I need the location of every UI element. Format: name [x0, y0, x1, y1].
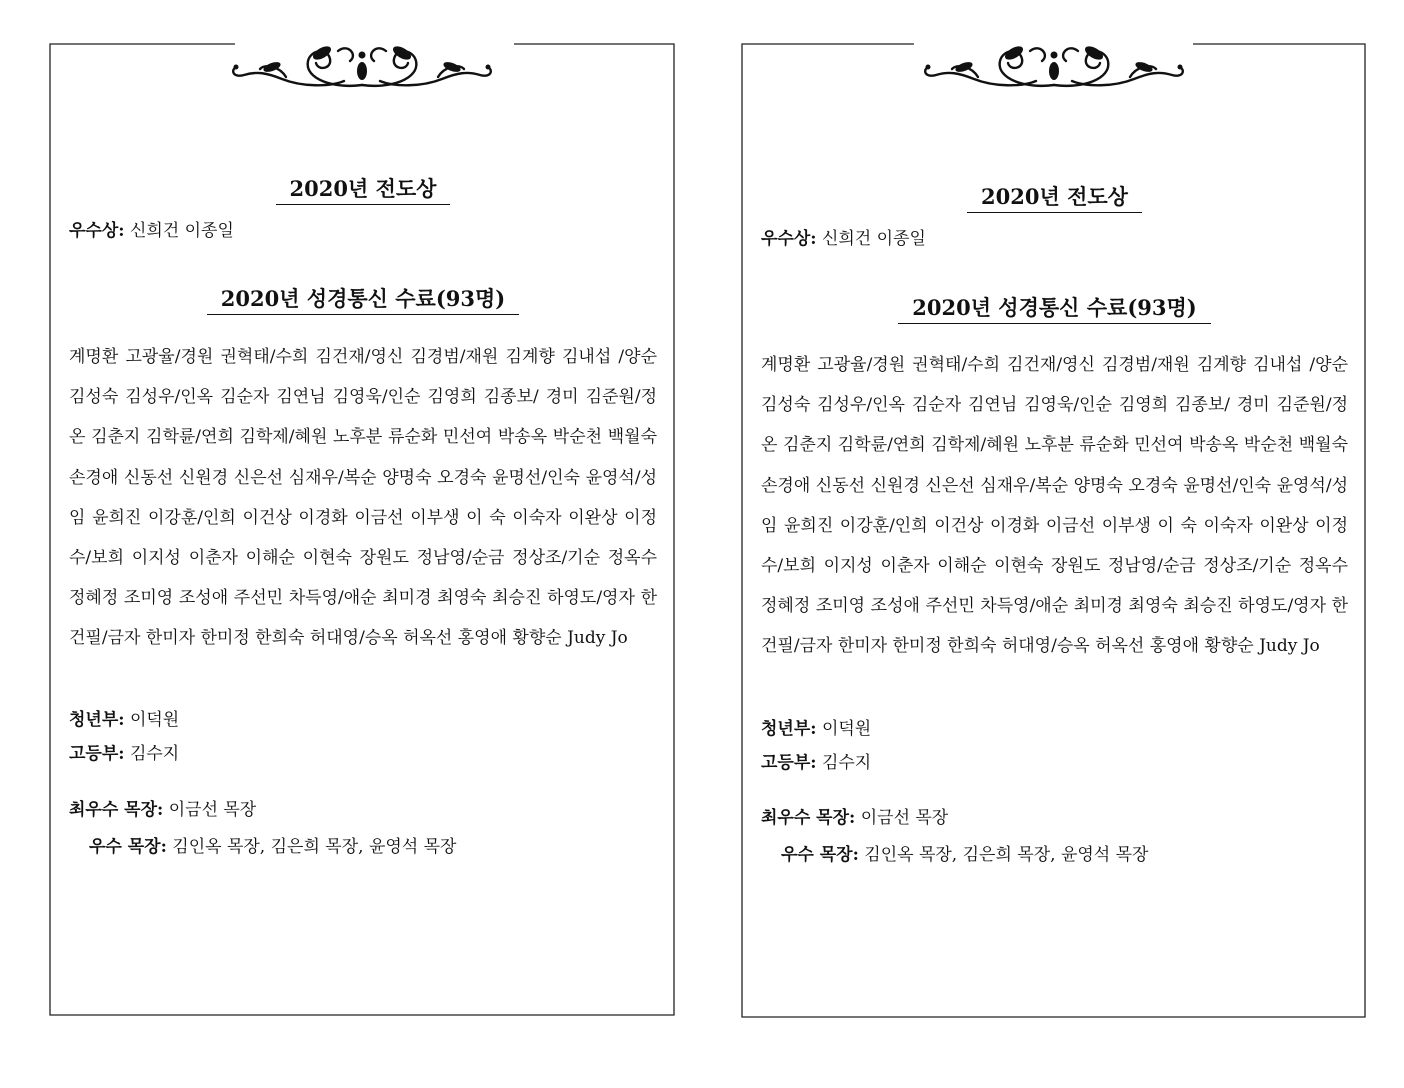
good-leader-value: 김인옥 목장, 김은희 목장, 윤영석 목장: [864, 845, 1149, 865]
best-leader-label: 최우수 목장:: [761, 808, 856, 828]
highschool-label: 고등부:: [761, 753, 817, 773]
excellence-value: 신희건 이종일: [129, 221, 234, 241]
best-leader-label: 최우수 목장:: [69, 800, 164, 820]
excellence-label: 우수상:: [69, 221, 125, 241]
highschool-label: 고등부:: [69, 744, 125, 764]
evangelism-title: 2020년 전도상: [761, 181, 1348, 213]
best-leader: [761, 803, 948, 828]
good-leader-value: 김인옥 목장, 김은희 목장, 윤영석 목장: [172, 837, 457, 857]
youth-value: 이덕원: [821, 719, 872, 739]
highschool-value: 김수지: [129, 744, 180, 764]
page-left: [49, 43, 675, 1016]
graduate-names: 계명환 고광율/경원 권혁태/수희 김건재/영신 김경범/재원 김계향 김내섭 /양순 김성숙 김성우/인옥 김순자 김연님 김영욱/인순 김영희 김종보/ 경미 김준원/정온 김춘지 김학륜/연희 김학제/혜원 노후분 류순화 민선여 박송옥 박순천 백월숙 손경애 신동선 신원경 신은선 심재우/복순 양명숙 오경숙 윤명선/인숙 윤영석/성임 윤희진 이강훈/인희 이건상 이경화 이금선 이부생 이 숙 이숙자 이완상 이정수/보희 이지성 이춘자 이해순 이현숙 장원도 정남영/순금 정상조/기순 정옥수 정혜정 조미영 조성애 주선민 차득영/애순 최미경 최영숙 최승진 하영도/영자 한건필/금자 한미자 한미정 한희숙 허대영/승옥 허옥선 홍영애 황향순 Judy Jo: [69, 347, 657, 649]
highschool-dept: [69, 739, 179, 764]
graduate-names: 계명환 고광율/경원 권혁태/수희 김건재/영신 김경범/재원 김계향 김내섭 /양순 김성숙 김성우/인옥 김순자 김연님 김영욱/인순 김영희 김종보/ 경미 김준원/정온 김춘지 김학륜/연희 김학제/혜원 노후분 류순화 민선여 박송옥 박순천 백월숙 손경애 신동선 신원경 신은선 심재우/복순 양명숙 오경숙 윤명선/인숙 윤영석/성임 윤희진 이강훈/인희 이건상 이경화 이금선 이부생 이 숙 이숙자 이완상 이정수/보희 이지성 이춘자 이해순 이현숙 장원도 정남영/순금 정상조/기순 정옥수 정혜정 조미영 조성애 주선민 차득영/애순 최미경 최영숙 최승진 하영도/영자 한건필/금자 한미자 한미정 한희숙 허대영/승옥 허옥선 홍영애 황향순 Judy Jo: [761, 355, 1348, 657]
evangelism-title: 2020년 전도상: [69, 173, 657, 205]
excellence-award: [69, 216, 234, 241]
youth-label: 청년부:: [761, 719, 817, 739]
highschool-value: 김수지: [821, 753, 872, 773]
youth-label: 청년부:: [69, 710, 125, 730]
best-leader: [69, 795, 256, 820]
best-leader-value: 이금선 목장: [168, 800, 257, 820]
excellence-award: [761, 224, 926, 249]
bible-course-title: 2020년 성경통신 수료(93명): [761, 292, 1348, 324]
good-leader-label: 우수 목장:: [781, 845, 859, 865]
page-right: [741, 43, 1366, 1018]
good-leader-label: 우수 목장:: [89, 837, 167, 857]
highschool-dept: [761, 748, 871, 773]
youth-dept: [761, 714, 871, 739]
bible-course-title: 2020년 성경통신 수료(93명): [69, 283, 657, 315]
excellence-label: 우수상:: [761, 229, 817, 249]
flourish-ornament-icon: [914, 41, 1194, 91]
youth-dept: [69, 705, 179, 730]
youth-value: 이덕원: [129, 710, 180, 730]
excellence-value: 신희건 이종일: [821, 229, 926, 249]
best-leader-value: 이금선 목장: [860, 808, 949, 828]
good-leader: [781, 840, 1148, 865]
flourish-ornament-icon: [222, 41, 502, 91]
good-leader: [89, 832, 456, 857]
